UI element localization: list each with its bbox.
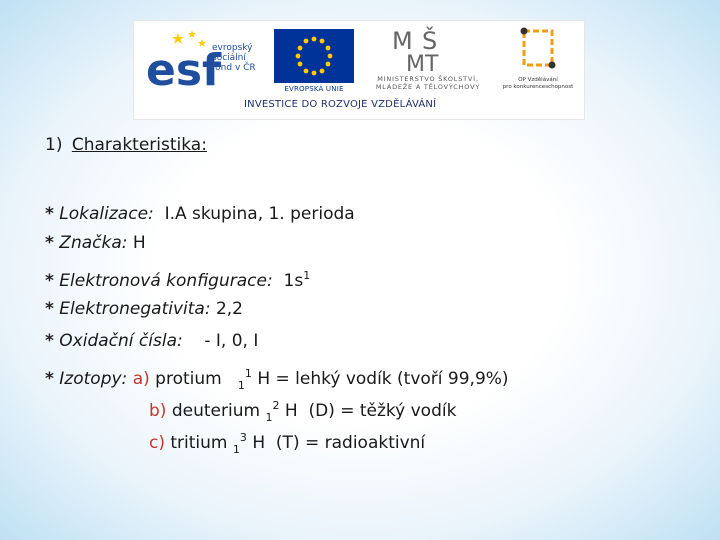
heading-number: 1) [45, 135, 63, 155]
item-superscript: 1 [303, 269, 311, 282]
list-item [45, 299, 243, 327]
esf-line: evropský [212, 43, 253, 53]
isotope-name: tritium [170, 433, 228, 453]
isotope-mass-number: 3 [239, 431, 247, 444]
isotope-symbol: H [252, 433, 266, 453]
op-line: pro konkurenceschopnost [502, 84, 574, 90]
msmt-text [364, 75, 492, 91]
esf-logo [144, 27, 264, 97]
bullet-star: * [45, 233, 54, 253]
item-label: Značka: [59, 233, 128, 253]
svg-text:esf: esf [146, 45, 222, 96]
eu-logo [274, 29, 354, 101]
isotope-marker: c) [149, 433, 165, 453]
isotope-proton-number: 1 [237, 379, 245, 392]
op-logo [496, 27, 580, 105]
bullet-star: * [45, 331, 54, 351]
bullet-star: * [45, 271, 54, 291]
item-value: H [132, 233, 146, 253]
item-label: Elektronegativita: [59, 299, 211, 319]
isotope-mass-number: 1 [244, 367, 252, 380]
bullet-star: * [45, 204, 54, 224]
isotope-marker: b) [149, 401, 167, 421]
isotope-mass-number: 2 [272, 399, 280, 412]
bullet-star: * [45, 299, 54, 319]
bullet-star: * [45, 369, 54, 389]
esf-line: fond v ČR [212, 63, 256, 73]
list-item [149, 428, 425, 456]
list-item [45, 233, 146, 261]
item-label: Elektronová konfigurace: [59, 271, 273, 291]
isotope-proton-number: 1 [265, 411, 273, 424]
item-value: I.A skupina, 1. perioda [164, 204, 355, 224]
item-value: 1s [283, 271, 304, 291]
list-item [45, 331, 258, 359]
svg-text:MT: MT [406, 52, 439, 77]
list-item [45, 204, 355, 232]
isotope-name: deuterium [171, 401, 261, 421]
item-label: Oxidační čísla: [59, 331, 183, 351]
item-value: - I, 0, I [204, 331, 259, 351]
svg-text:M: M [392, 27, 413, 55]
list-item [45, 266, 310, 294]
isotope-symbol: H [257, 369, 271, 389]
msmt-line: MINISTERSTVO ŠKOLSTVÍ, [377, 75, 479, 83]
isotope-description: (T) = radioaktivní [275, 433, 426, 453]
isotope-description: (D) = těžký vodík [308, 401, 457, 421]
esf-line: sociální [212, 53, 246, 63]
svg-text:Š: Š [422, 27, 438, 55]
msmt-logo [364, 25, 492, 105]
logo-banner [133, 20, 585, 120]
isotope-marker: a) [132, 369, 150, 389]
list-item [149, 396, 456, 424]
esf-logo-text [212, 43, 256, 73]
isotope-name: protium [155, 369, 222, 389]
eu-flag-icon [274, 29, 354, 83]
op-line: OP Vzdělávání [518, 77, 558, 83]
tagline: INVESTICE DO ROZVOJE VZDĚLÁVÁNÍ [244, 99, 437, 110]
section-heading [45, 135, 207, 155]
item-label: Izotopy: [59, 369, 128, 389]
esf-logo-mark [144, 27, 222, 96]
item-value: 2,2 [215, 299, 243, 319]
isotope-symbol: H [284, 401, 298, 421]
op-text [496, 77, 580, 91]
msmt-logo-mark [386, 25, 456, 77]
isotope-description: = lehký vodík (tvoří 99,9%) [275, 369, 509, 389]
isotope-proton-number: 1 [232, 443, 240, 456]
op-logo-mark [510, 27, 566, 71]
msmt-line: MLÁDEŽE A TĚLOVÝCHOVY [375, 83, 481, 91]
eu-label: EVROPSKÁ UNIE [284, 85, 344, 93]
item-label: Lokalizace: [59, 204, 154, 224]
list-item [45, 364, 509, 392]
heading-title: Charakteristika: [71, 135, 207, 155]
